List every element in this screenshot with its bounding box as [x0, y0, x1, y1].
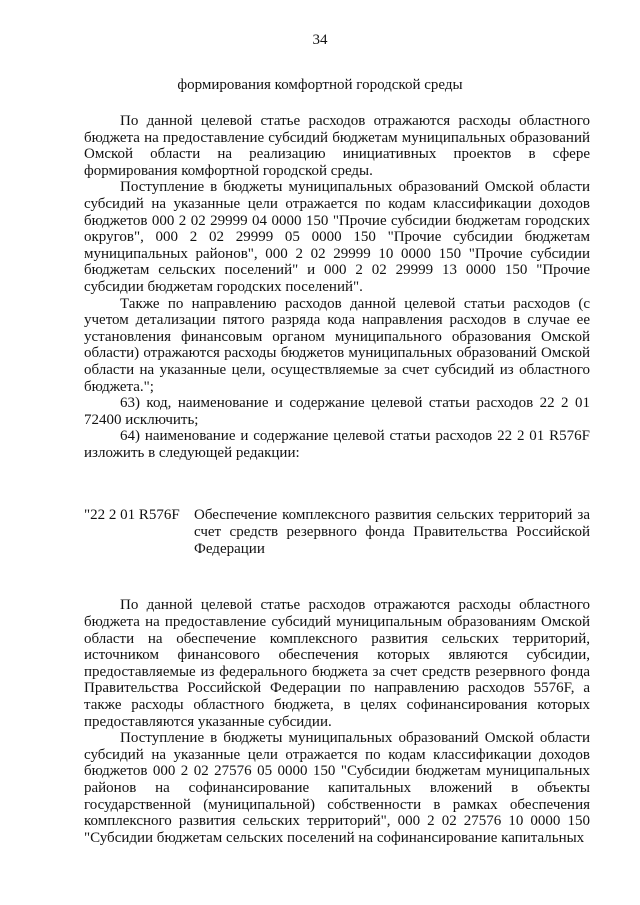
section-heading: формирования комфортной городской среды: [177, 77, 463, 93]
paragraph: 64) наименование и содержание целевой статьи расходов 22 2 01 R576F изложить в следующей редакции:: [84, 428, 590, 461]
page-number: 34: [312, 32, 328, 48]
paragraph: По данной целевой статье расходов отражаются расходы областного бюджета на предоставление субсидий бюджетам муниципальных образований Омской области на реализацию инициативных проектов в сфере формирования комфортной городской среды.: [84, 113, 590, 179]
document-body: [84, 113, 590, 846]
paragraph: Поступление в бюджеты муниципальных образований Омской области субсидий на указанные цели отражается по кодам классификации доходов бюджетов 000 2 02 29999 04 0000 150 "Прочие субсидии бюджетам городских округов", 000 2 02 29999 05 0000 150 "Прочие субсидии бюджетам муниципальных районов", 000 2 02 29999 10 0000 150 "Прочие субсидии бюджетам сельских поселений" и 000 2 02 29999 13 0000 150 "Прочие субсидии бюджетам городских поселений".: [84, 179, 590, 295]
paragraph: 63) код, наименование и содержание целевой статьи расходов 22 2 01 72400 исключить;: [84, 395, 590, 428]
budget-code-entry: [84, 507, 590, 563]
budget-code-description: Обеспечение комплексного развития сельских территорий за счет средств резервного фонда Правительства Российской Федерации: [194, 507, 590, 557]
paragraph: Поступление в бюджеты муниципальных образований Омской области субсидий на указанные цели отражается по кодам классификации доходов бюджетов 000 2 02 27576 05 0000 150 "Субсидии бюджетам муниципальных районов на софинансирование капитальных вложений в объекты государственной (муниципальной) собственности в рамках обеспечения комплексного развития сельских территорий", 000 2 02 27576 10 0000 150 "Субсидии бюджетам сельских поселений на софинансирование капитальных: [84, 730, 590, 846]
budget-code: "22 2 01 R576F: [84, 507, 180, 524]
paragraph: По данной целевой статье расходов отражаются расходы областного бюджета на предоставление субсидий муниципальным образованиям Омской области на обеспечение комплексного развития сельских территорий, источником финансового обеспечения которых являются субсидии, предоставляемые из федерального бюджета за счет средств резервного фонда Правительства Российской Федерации по направлению расходов 5576F, а также расходы областного бюджета, в целях софинансирования которых предоставляются указанные субсидии.: [84, 597, 590, 730]
paragraph: Также по направлению расходов данной целевой статьи расходов (с учетом детализации пятого разряда кода направления расходов в случае ее установления финансовым органом муниципального образования Омской области) отражаются расходы бюджетов муниципальных образований Омской области на указанные цели, осуществляемые за счет субсидий из областного бюджета.";: [84, 295, 590, 395]
